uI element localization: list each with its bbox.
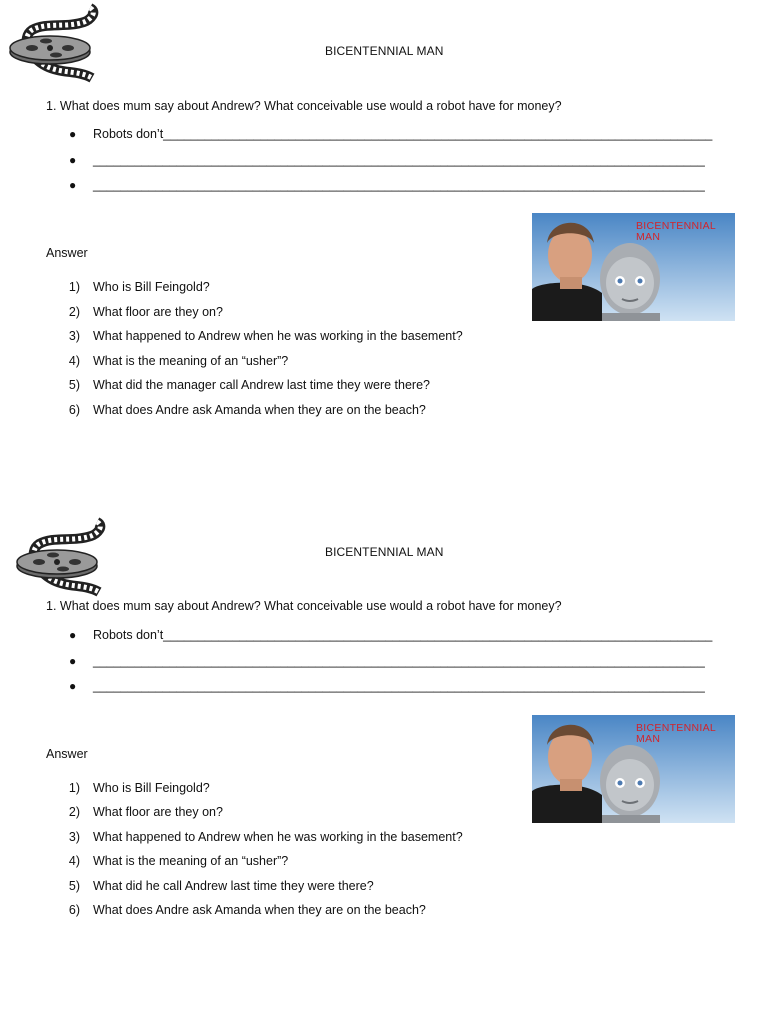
movie-poster-image [532, 715, 735, 823]
poster-title-line-2: MAN [636, 733, 661, 745]
film-reel-icon [13, 518, 105, 604]
poster-title-line-1: BICENTENNIAL [636, 722, 717, 734]
movie-poster-image [532, 213, 735, 321]
bullet-line-3[interactable]: ________________________________________________________________________________________ [93, 178, 705, 192]
list-number: 5) [68, 378, 80, 392]
bullet-dot: ● [69, 178, 77, 192]
list-number: 4) [68, 854, 80, 868]
bullet-dot: ● [69, 654, 77, 668]
list-number: 2) [68, 805, 80, 819]
list-item: What did he call Andrew last time they were there? [93, 879, 374, 893]
bullet-dot: ● [69, 127, 77, 141]
bullet-dot: ● [69, 153, 77, 167]
question-1: 1. What does mum say about Andrew? What conceivable use would a robot have for money? [46, 599, 562, 613]
list-number: 3) [68, 329, 80, 343]
worksheet-title: BICENTENNIAL MAN [325, 44, 444, 58]
bullet-line-2[interactable]: ________________________________________________________________________________________ [93, 654, 705, 668]
bullet-dot: ● [69, 628, 77, 642]
poster-title-line-1: BICENTENNIAL [636, 220, 717, 232]
list-item: What does Andre ask Amanda when they are on the beach? [93, 903, 426, 917]
list-number: 5) [68, 879, 80, 893]
question-1: 1. What does mum say about Andrew? What conceivable use would a robot have for money? [46, 99, 562, 113]
list-number: 6) [68, 903, 80, 917]
bullet-dot: ● [69, 679, 77, 693]
list-item: What happened to Andrew when he was working in the basement? [93, 830, 463, 844]
list-number: 1) [68, 781, 80, 795]
poster-title-line-2: MAN [636, 231, 661, 243]
list-item: What does Andre ask Amanda when they are on the beach? [93, 403, 426, 417]
answer-label: Answer [46, 246, 88, 260]
list-item: What happened to Andrew when he was working in the basement? [93, 329, 463, 343]
list-item: What floor are they on? [93, 305, 223, 319]
bullet-line-1[interactable]: Robots don’t_______________________________________________________________________________ [93, 127, 713, 141]
bullet-line-1[interactable]: Robots don’t_______________________________________________________________________________ [93, 628, 713, 642]
film-reel-icon [6, 4, 98, 90]
list-item: What is the meaning of an “usher”? [93, 354, 289, 368]
list-item: What did the manager call Andrew last time they were there? [93, 378, 430, 392]
list-number: 2) [68, 305, 80, 319]
list-number: 6) [68, 403, 80, 417]
list-number: 1) [68, 280, 80, 294]
list-number: 3) [68, 830, 80, 844]
answer-label: Answer [46, 747, 88, 761]
list-item: Who is Bill Feingold? [93, 280, 210, 294]
list-number: 4) [68, 354, 80, 368]
list-item: What is the meaning of an “usher”? [93, 854, 289, 868]
list-item: Who is Bill Feingold? [93, 781, 210, 795]
bullet-line-2[interactable]: ________________________________________________________________________________________ [93, 153, 705, 167]
worksheet-title: BICENTENNIAL MAN [325, 545, 444, 559]
list-item: What floor are they on? [93, 805, 223, 819]
bullet-line-3[interactable]: ________________________________________________________________________________________ [93, 679, 705, 693]
